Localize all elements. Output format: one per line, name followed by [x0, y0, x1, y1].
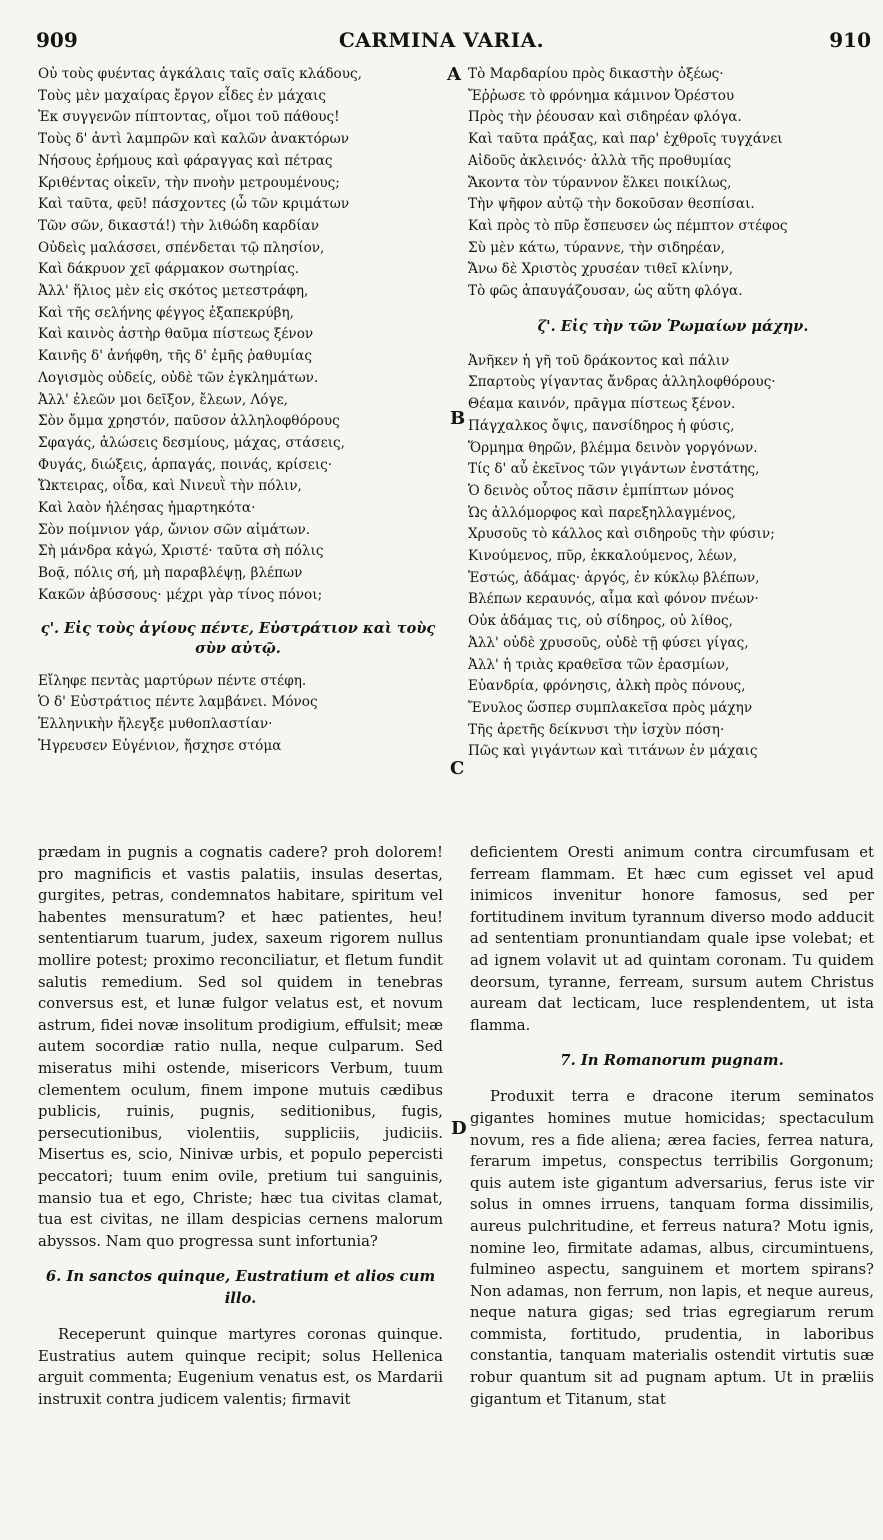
- section-heading: ς'. Εἰς τοὺς ἁγίους πέντε, Εὐστράτιον καὶ τοὺς σὺν αὐτῷ.: [40, 619, 436, 657]
- latin-column-right: [470, 842, 874, 1410]
- margin-letter-c: C: [450, 758, 465, 779]
- verse-line: Καὶ πρὸς τὸ πῦρ ἔσπευσεν ὡς πέμπτον στέφος: [468, 217, 788, 234]
- verse-line: Ἄνω δὲ Χριστὸς χρυσέαν τιθεῖ κλίνην,: [468, 261, 734, 278]
- verse-line: Τῶν σῶν, δικαστά!) τὴν λιθώδη καρδίαν: [38, 217, 320, 234]
- greek-verse-block: [38, 64, 438, 607]
- verse-line: Εἴληφε πεντὰς μαρτύρων πέντε στέφη.: [38, 672, 307, 689]
- verse-line: Ἔῤῥωσε τὸ φρόνημα κάμινον Ὀρέστου: [468, 87, 735, 104]
- verse-line: Ὤκτειρας, οἶδα, καὶ Νινευῒ τὴν πόλιν,: [38, 478, 302, 495]
- verse-line: Τὸ Μαρδαρίου πρὸς δικαστὴν ὀξέως·: [468, 66, 724, 82]
- verse-line: Σφαγάς, ἁλώσεις δεσμίους, μάχας, στάσεις,: [38, 434, 345, 451]
- page-header: [0, 28, 883, 58]
- verse-line: Ὁ δ' Εὐστράτιος πέντε λαμβάνει. Μόνος: [38, 694, 318, 711]
- greek-column-left: [38, 64, 438, 757]
- greek-column-right: [468, 64, 878, 763]
- margin-letter-a: A: [447, 64, 461, 85]
- verse-line: Ἄκοντα τὸν τύραννον ἕλκει ποικίλως,: [468, 174, 732, 191]
- verse-line: Πῶς καὶ γιγάντων καὶ τιτάνων ἐν μάχαις: [468, 743, 758, 760]
- verse-line: Ἑστώς, ἀδάμας· ἀργός, ἐν κύκλῳ βλέπων,: [468, 569, 760, 586]
- verse-line: Τίς δ' αὖ ἐκεῖνος τῶν γιγάντων ἐνστάτης,: [468, 461, 760, 478]
- verse-line: Σπαρτοὺς γίγαντας ἄνδρας ἀλληλοφθόρους·: [468, 374, 776, 391]
- verse-line: Ἠγρευσεν Εὐγένιον, ἤσχησε στόμα: [38, 737, 282, 754]
- page-number-right: 910: [829, 28, 871, 52]
- greek-verse-block: [468, 64, 878, 303]
- verse-line: Ὁ δεινὸς οὗτος πᾶσιν ἐμπίπτων μόνος: [468, 482, 734, 499]
- verse-line: Ἔνυλος ὥσπερ συμπλακεῖσα πρὸς μάχην: [468, 699, 753, 716]
- verse-line: Ἑλληνικὴν ἤλεγξε μυθοπλαστίαν·: [38, 715, 273, 732]
- latin-paragraph: Produxit terra e dracone iterum seminatos gigantes homines mutue homicidas; spectaculum novum, res a fide aliena; ærea facies, ferrea natura, ferarum impetus, conspectus terribilis Gorgonum; quis autem iste gigantum adversarius, ferus iste vir solus in omnes irruens, tanquam forma dissimilis, aureus pulchritudine, et ferreus natura? Motu ignis, nomine leo, firmitate adamas, albus, circumintuens, fulmineo aspectu, sanguinem et mortem spirans? Non adamas, non ferrum, non lapis, et neque aureus, neque natura gigas; sed trias egregiarum rerum commista, fortitudo, prudentia, in laboribus constantia, tanquam materialis ostendit virtutis suæ robur quantum sit ad pugnam aptum. Ut in præliis gigantum et Titanum, stat: [470, 1088, 874, 1408]
- margin-letter-d: D: [451, 1118, 467, 1139]
- verse-line: Κριθέντας οἰκεῖν, τὴν πνοὴν μετρουμένους;: [38, 174, 340, 191]
- verse-line: Τὸ φῶς ἀπαυγάζουσαν, ὡς αὕτη φλόγα.: [468, 283, 743, 300]
- verse-line: Ὅρμημα θηρῶν, βλέμμα δεινὸν γοργόνων.: [468, 439, 758, 456]
- verse-line: Ἀλλ' ἡ τριὰς κραθεῖσα τῶν ἐρασμίων,: [468, 656, 730, 673]
- verse-line: Χρυσοῦς τὸ κάλλος καὶ σιδηροῦς τὴν φύσιν;: [468, 526, 775, 543]
- verse-line: Ἀλλ' ἥλιος μὲν εἰς σκότος μετεστράφη,: [38, 283, 309, 300]
- verse-line: Καὶ ταῦτα πράξας, καὶ παρ' ἐχθροῖς τυγχάνει: [468, 131, 783, 148]
- section-heading: ζ'. Εἰς τὴν τῶν Ῥωμαίων μάχην.: [537, 317, 809, 335]
- verse-line: Ὡς ἀλλόμορφος καὶ παρεξηλλαγμένος,: [468, 504, 736, 521]
- verse-line: Καὶ τῆς σελήνης φέγγος ἐξαπεκρύβη,: [38, 304, 294, 321]
- latin-paragraph: Receperunt quinque martyres coronas quinque. Eustratius autem quinque recipit; solus Hellenica arguit commenta; Eugenium venatus est, os Mardarii instruxit contra judicem valentis; firmavit: [38, 1326, 443, 1409]
- verse-line: Οὐκ ἀδάμας τις, οὐ σίδηρος, οὐ λίθος,: [468, 613, 733, 630]
- verse-line: Ἀλλ' ἐλεῶν μοι δεῖξον, ἔλεων, Λόγε,: [38, 391, 288, 408]
- verse-line: Σὴ μάνδρα κἀγώ, Χριστέ· ταῦτα σὴ πόλις: [38, 543, 324, 560]
- verse-line: Νήσους ἐρήμους καὶ φάραγγας καὶ πέτρας: [38, 152, 333, 169]
- verse-line: Καὶ δάκρυον χεῖ φάρμακον σωτηρίας.: [38, 261, 300, 278]
- verse-line: Ἀλλ' οὐδὲ χρυσοῦς, οὐδὲ τῇ φύσει γίγας,: [468, 634, 749, 651]
- latin-column-left: [38, 842, 443, 1411]
- section-heading: 7. In Romanorum pugnam.: [560, 1052, 784, 1070]
- verse-line: Κακῶν ἀβύσσους· μέχρι γὰρ τίνος πόνοι;: [38, 586, 323, 603]
- verse-line: Βλέπων κεραυνός, αἷμα καὶ φόνον πνέων·: [468, 591, 759, 608]
- verse-line: Θέαμα καινόν, πρᾶγμα πίστεως ξένον.: [468, 396, 736, 413]
- latin-paragraph: deficientem Oresti animum contra circumfusam et ferream flammam. Et hæc cum egisset vel apud inimicos invenitur honore famosus, sed per fortitudinem invitum tyrannum diverso modo adducit ad sententiam pronuntiandam quale ipse volebat; et ad ignem volavit ut ad quintam coronam. Tu quidem deorsum, tyranne, ferream, sursum autem Christus auream dat lecticam, luce resplendentem, ut ista flamma.: [470, 844, 874, 1034]
- verse-line: Καὶ λαὸν ἠλέησας ἡμαρτηκότα·: [38, 500, 256, 517]
- verse-line: Αἰδοῦς ἀκλεινός· ἀλλὰ τῆς προθυμίας: [468, 152, 732, 169]
- verse-line: Σὺ μὲν κάτω, τύραννε, τὴν σιδηρέαν,: [468, 239, 725, 256]
- verse-line: Οὐ τοὺς φυέντας ἀγκάλαις ταῖς σαῖς κλάδους,: [38, 66, 362, 82]
- verse-line: Ἐκ συγγενῶν πίπτοντας, οἴμοι τοῦ πάθους!: [38, 109, 340, 126]
- section-heading: 6. In sanctos quinque, Eustratium et alios cum illo.: [45, 1268, 436, 1308]
- verse-line: Τὴν ψῆφον αὐτῷ τὴν δοκοῦσαν θεσπίσαι.: [468, 196, 755, 213]
- verse-line: Τοὺς μὲν μαχαίρας ἔργον εἶδες ἐν μάχαις: [38, 87, 326, 104]
- margin-letter-b: B: [450, 408, 466, 429]
- verse-line: Καινῆς δ' ἀνήφθη, τῆς δ' ἐμῆς ῥαθυμίας: [38, 348, 312, 365]
- verse-line: Πρὸς τὴν ῥέουσαν καὶ σιδηρέαν φλόγα.: [468, 109, 742, 126]
- greek-verse-block: [468, 351, 878, 763]
- verse-line: Τῆς ἀρετῆς δείκνυσι τὴν ἰσχὺν πόση·: [468, 721, 725, 738]
- verse-line: Κινούμενος, πῦρ, ἐκκαλούμενος, λέων,: [468, 548, 738, 565]
- verse-line: Λογισμὸς οὐδείς, οὐδὲ τῶν ἐγκλημάτων.: [38, 369, 319, 386]
- running-title: CARMINA VARIA.: [338, 28, 545, 52]
- page-number-left: 909: [36, 28, 78, 52]
- verse-line: Σὸν ὄμμα χρηστόν, παῦσον ἀλληλοφθόρους: [38, 413, 340, 430]
- verse-line: Βοᾷ, πόλις σή, μὴ παραβλέψῃ, βλέπων: [38, 565, 303, 582]
- verse-line: Πάγχαλκος ὄψις, πανσίδηρος ἡ φύσις,: [468, 417, 735, 434]
- verse-line: Τοὺς δ' ἀντὶ λαμπρῶν καὶ καλῶν ἀνακτόρων: [38, 131, 349, 148]
- greek-verse-block: [38, 671, 438, 758]
- verse-line: Εὐανδρία, φρόνησις, ἀλκὴ πρὸς πόνους,: [468, 678, 746, 695]
- verse-line: Καὶ καινὸς ἀστὴρ θαῦμα πίστεως ξένον: [38, 326, 314, 343]
- verse-line: Ἀνῆκεν ἡ γῆ τοῦ δράκοντος καὶ πάλιν: [468, 352, 730, 369]
- latin-paragraph: prædam in pugnis a cognatis cadere? proh dolorem! pro magnificis et vastis palatiis, insulas desertas, gurgites, petras, condemnatos habitare, spiritum vel habentes mensuratum? et hæc patientes, heu! sententiarum tuarum, judex, saxeum rigorem nullus mollire potest; proximo reconciliatur, et fletum fundit salutis remedium. Sed sol quidem in tenebras conversus est, et lunæ fulgor velatus est, et novum astrum, fidei novæ insolitum prodigium, effulsit; meæ autem socordiæ ratio nulla, neque culparum. Sed miseratus mihi ostende, misericors Verbum, tuum clementem oculum, finem impone mutuis cædibus publicis, ruinis, pugnis, seditionibus, fugis, persecutionibus, violentiis, suppliciis, judiciis. Misertus es, scio, Ninivæ urbis, et populo pepercisti peccatori; tuum enim ovile, pretium tui sanguinis, mansio tua et ego, Christe; hæc tua civitas clamat, tua est civitas, ne illam despicias cernens malorum abyssos. Nam quo progressa sunt infortunia?: [38, 844, 443, 1250]
- verse-line: Σὸν ποίμνιον γάρ, ὤνιον σῶν αἱμάτων.: [38, 521, 311, 538]
- verse-line: Καὶ ταῦτα, φεῦ! πάσχοντες (ὦ τῶν κριμάτων: [38, 196, 350, 213]
- verse-line: Οὐδεὶς μαλάσσει, σπένδεται τῷ πλησίον,: [38, 239, 325, 256]
- verse-line: Φυγάς, διώξεις, ἁρπαγάς, ποινάς, κρίσεις·: [38, 456, 333, 473]
